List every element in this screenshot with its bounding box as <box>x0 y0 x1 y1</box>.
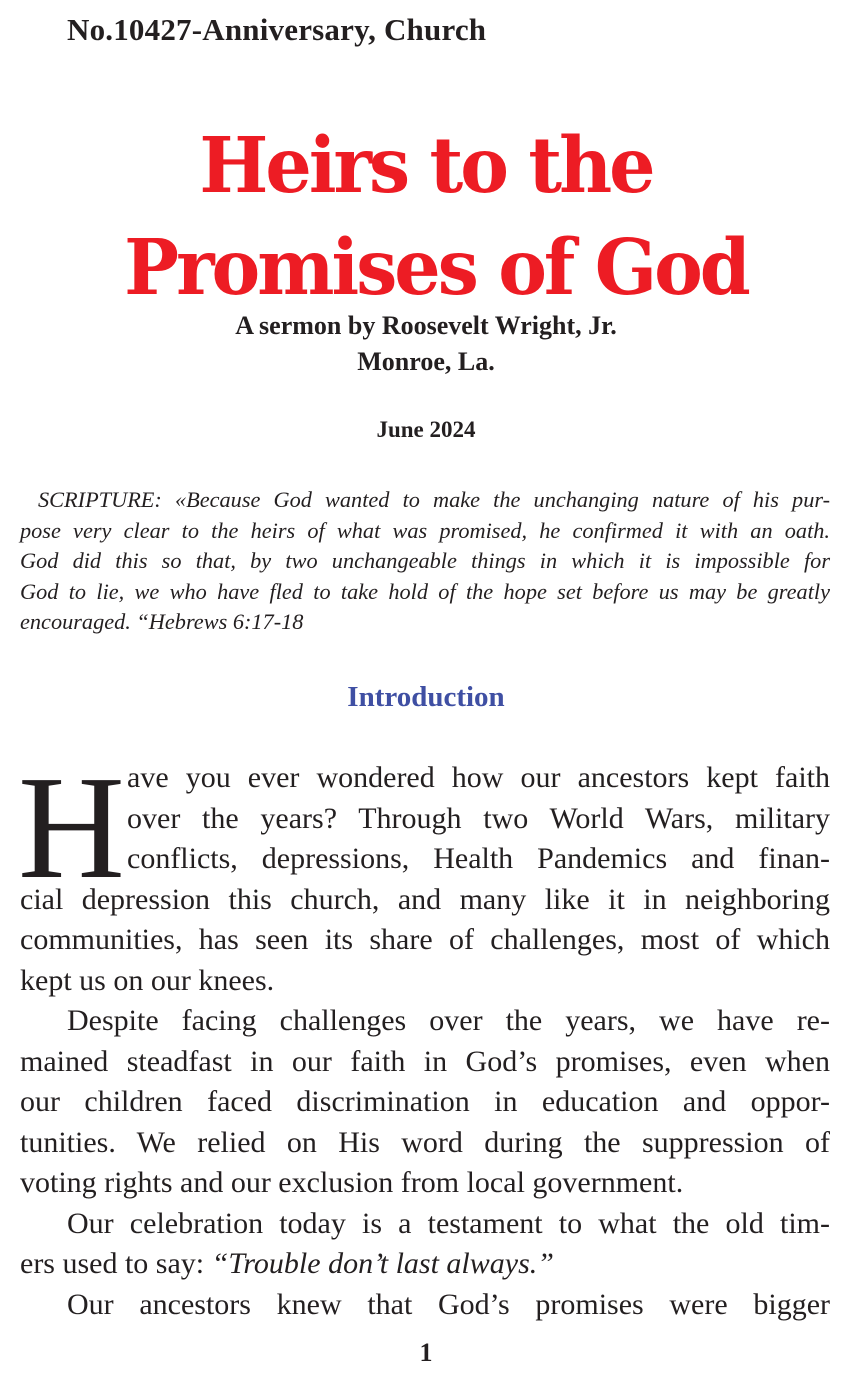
text-line: over the years? Through two World Wars, military <box>127 801 830 835</box>
text-line: mained steadfast in our faith in God’s promises, even when <box>20 1044 830 1078</box>
text-line: tunities. We relied on His word during the suppression of <box>20 1125 830 1159</box>
scripture-line: pose very clear to the heirs of what was promised, he confirmed it with an oath. <box>20 517 830 543</box>
text-line: ave you ever wondered how our ancestors kept faith <box>127 761 830 794</box>
text-line: Despite facing challenges over the years, we have re- <box>67 1004 830 1037</box>
sermon-date: June 2024 <box>376 417 476 442</box>
paragraph-3 <box>20 1204 830 1285</box>
text-segment: ers used to say: <box>20 1247 212 1280</box>
scripture-line: SCRIPTURE: «Because God wanted to make the unchanging nature of his pur- <box>38 487 830 512</box>
text-line: conflicts, depressions, Health Pandemics and finan- <box>127 842 830 875</box>
text-line: communities, has seen its share of challenges, most of which <box>20 923 830 956</box>
section-heading-introduction: Introduction <box>347 681 505 713</box>
text-line: our children faced discrimination in education and oppor- <box>20 1085 830 1118</box>
text-line: voting rights and our exclusion from local government. <box>20 1166 684 1199</box>
scripture-line: God to lie, we who have fled to take hold of the hope set before us may be greatly <box>20 578 830 604</box>
text-line: kept us on our knees. <box>20 963 275 997</box>
author-byline: A sermon by Roosevelt Wright, Jr. <box>235 311 617 340</box>
title-line-2: Promises of God <box>124 222 748 314</box>
title-line-1: Heirs to the <box>199 120 653 212</box>
text-line: Our celebration today is a testament to what the old tim- <box>67 1206 830 1240</box>
text-line <box>20 1244 830 1285</box>
paragraph-4 <box>20 1285 830 1326</box>
paragraph-2 <box>20 1001 830 1204</box>
scripture-line: encouraged. “Hebrews 6:17-18 <box>20 609 304 634</box>
body-text <box>18 746 830 1325</box>
author-location: Monroe, La. <box>357 347 495 376</box>
scripture-block <box>20 485 830 638</box>
quoted-saying: “Trouble don’t last always.” <box>211 1247 554 1280</box>
text-line: Our ancestors knew that God’s promises were bigger <box>67 1287 830 1321</box>
page-number: 1 <box>419 1338 433 1367</box>
drop-cap: H <box>18 746 125 910</box>
series-header: No.10427-Anniversary, Church <box>67 12 487 47</box>
scripture-line: God did this so that, by two unchangeable things in which it is impossible for <box>20 548 830 573</box>
paragraph-1 <box>20 758 830 1001</box>
text-line: cial depression this church, and many like it in neighboring <box>20 882 830 916</box>
